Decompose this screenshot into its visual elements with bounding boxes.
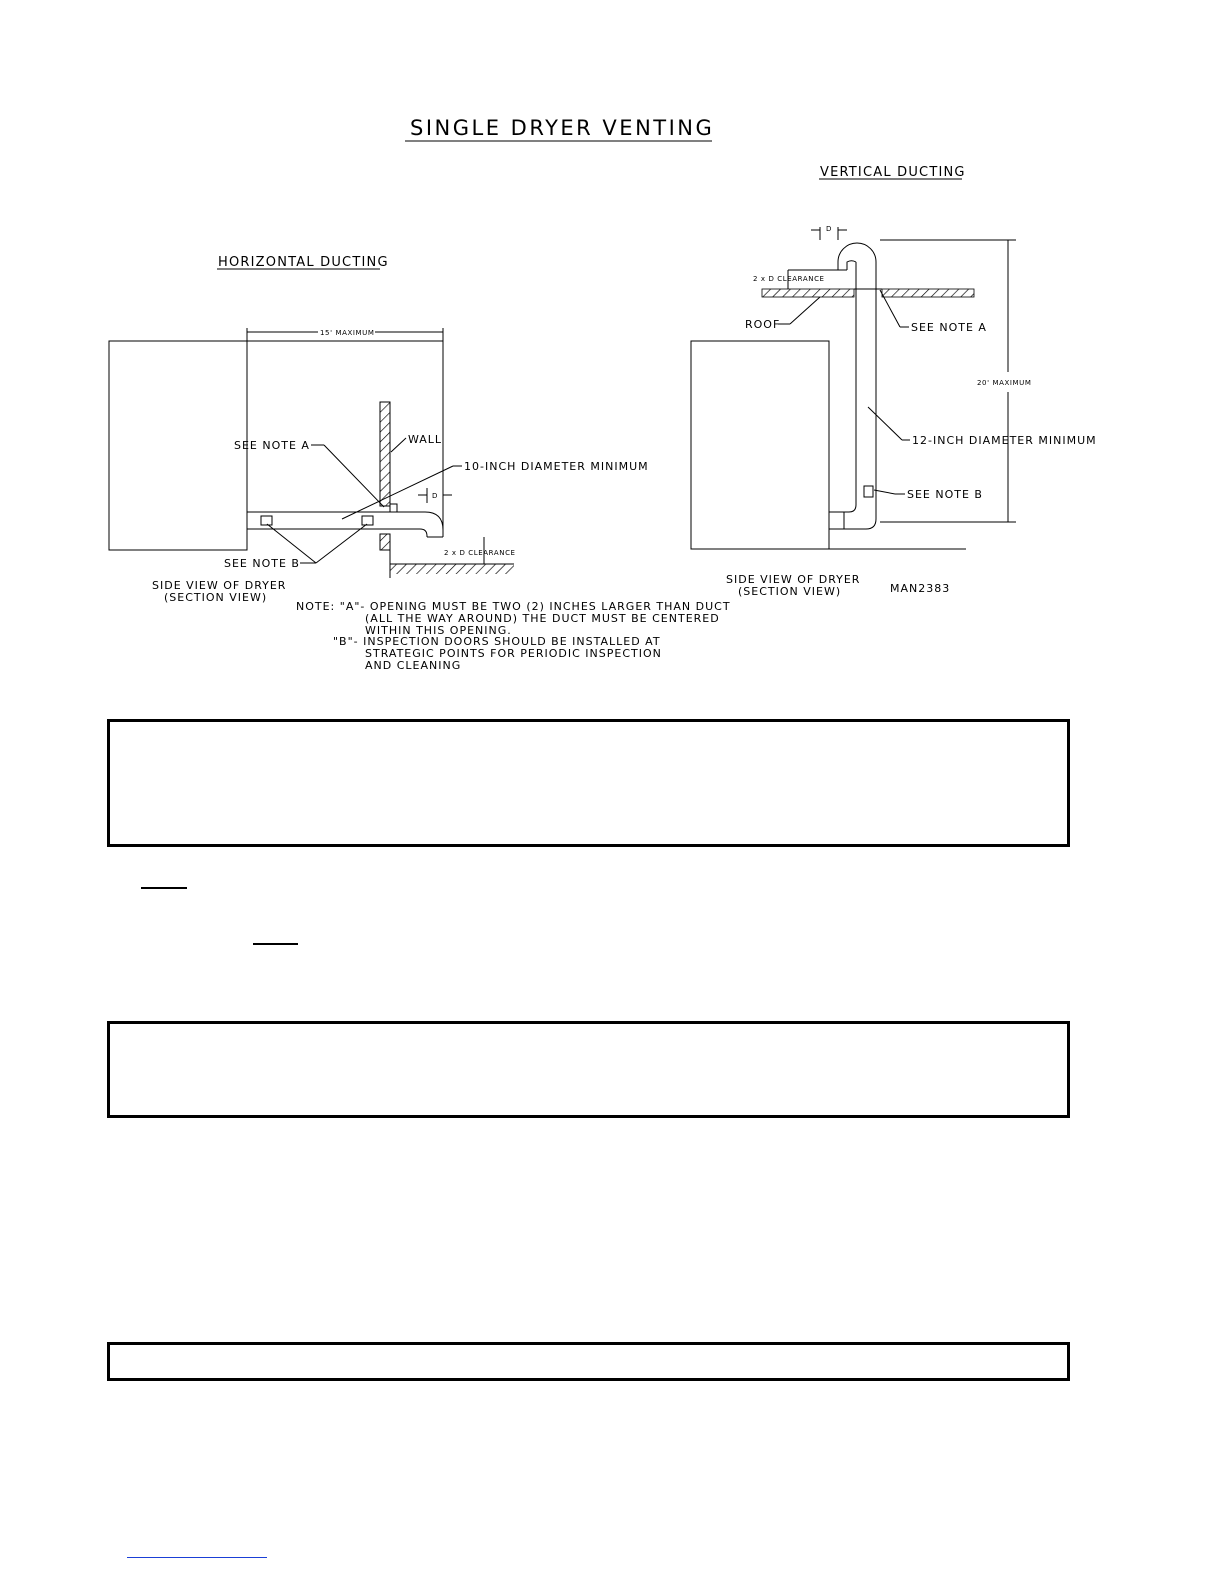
vertical-hood-inner: [847, 261, 856, 270]
note-line-1: NOTE: "A"- OPENING MUST BE TWO (2) INCHES LARGER THAN DUCT: [296, 600, 731, 613]
vertical-max-label: 20' MAXIMUM: [977, 379, 1032, 387]
vertical-diameter-label: 12-INCH DIAMETER MINIMUM: [912, 434, 1097, 447]
vertical-duct-left: [829, 262, 856, 512]
inspection-door-1: [261, 516, 272, 525]
vertical-d-label: D: [826, 225, 832, 233]
horizontal-max-label: 15' MAXIMUM: [320, 329, 375, 337]
horizontal-floor: [390, 564, 514, 574]
notes-block: [296, 600, 731, 672]
vertical-section-view: (SECTION VIEW): [738, 585, 842, 598]
roof-right: [882, 289, 974, 297]
note-line-4: "B"- INSPECTION DOORS SHOULD BE INSTALLED AT: [333, 635, 661, 648]
roof-left: [762, 289, 854, 297]
horizontal-note-a-leader: [324, 445, 384, 507]
vertical-note-a-label: SEE NOTE A: [911, 321, 987, 334]
horizontal-note-a-label: SEE NOTE A: [234, 439, 310, 452]
horizontal-section-view: (SECTION VIEW): [164, 591, 268, 604]
wall-leader: [391, 438, 406, 452]
note-line-3: WITHIN THIS OPENING.: [365, 624, 512, 637]
vertical-inspection-door: [864, 486, 873, 497]
horizontal-heading: HORIZONTAL DUCTING: [218, 255, 389, 270]
wall-lower: [380, 534, 390, 550]
wall-upper: [380, 402, 390, 506]
notice-box-3: [107, 1342, 1070, 1381]
drawing-code: MAN2383: [890, 582, 951, 595]
vertical-hood-outer: [838, 243, 876, 270]
note-line-2: (ALL THE WAY AROUND) THE DUCT MUST BE CENTERED: [365, 612, 720, 625]
vertical-note-b-label: SEE NOTE B: [907, 488, 983, 501]
vertical-ducting: [691, 165, 1097, 598]
note-line-6: AND CLEANING: [365, 659, 462, 672]
notice-box-1: [107, 719, 1070, 847]
diagram-title: SINGLE DRYER VENTING: [410, 116, 715, 140]
horizontal-dryer-outline: [109, 341, 247, 550]
venting-diagram: [0, 0, 1225, 700]
note-line-5: STRATEGIC POINTS FOR PERIODIC INSPECTION: [365, 647, 662, 660]
duct-elbow-inner: [397, 529, 427, 537]
wall-label: WALL: [408, 433, 443, 446]
underline-mark-1: [141, 887, 187, 889]
notice-box-2: [107, 1021, 1070, 1118]
horizontal-d-label: D: [432, 492, 438, 500]
roof-leader: [790, 297, 820, 324]
vertical-heading: VERTICAL DUCTING: [820, 165, 966, 180]
vertical-note-b-leader: [874, 490, 895, 494]
underline-mark-2: [253, 943, 298, 945]
horizontal-note-b-leader-2: [316, 524, 367, 563]
vertical-dryer-outline: [691, 341, 829, 549]
horizontal-clearance-label: 2 x D CLEARANCE: [444, 549, 516, 557]
vertical-clearance-label: 2 x D CLEARANCE: [753, 275, 825, 283]
roof-label: ROOF: [745, 318, 781, 331]
horizontal-side-view: SIDE VIEW OF DRYER: [152, 579, 287, 592]
vertical-duct-right: [829, 262, 876, 529]
vertical-side-view: SIDE VIEW OF DRYER: [726, 573, 861, 586]
footer-rule: [127, 1557, 267, 1558]
horizontal-ducting: [109, 255, 649, 604]
vertical-diameter-leader: [868, 407, 902, 440]
horizontal-note-b-label: SEE NOTE B: [224, 557, 300, 570]
inspection-door-2: [362, 516, 373, 525]
duct-elbow-outer: [397, 512, 443, 530]
horizontal-diameter-label: 10-INCH DIAMETER MINIMUM: [464, 460, 649, 473]
duct-collar: [390, 504, 397, 512]
